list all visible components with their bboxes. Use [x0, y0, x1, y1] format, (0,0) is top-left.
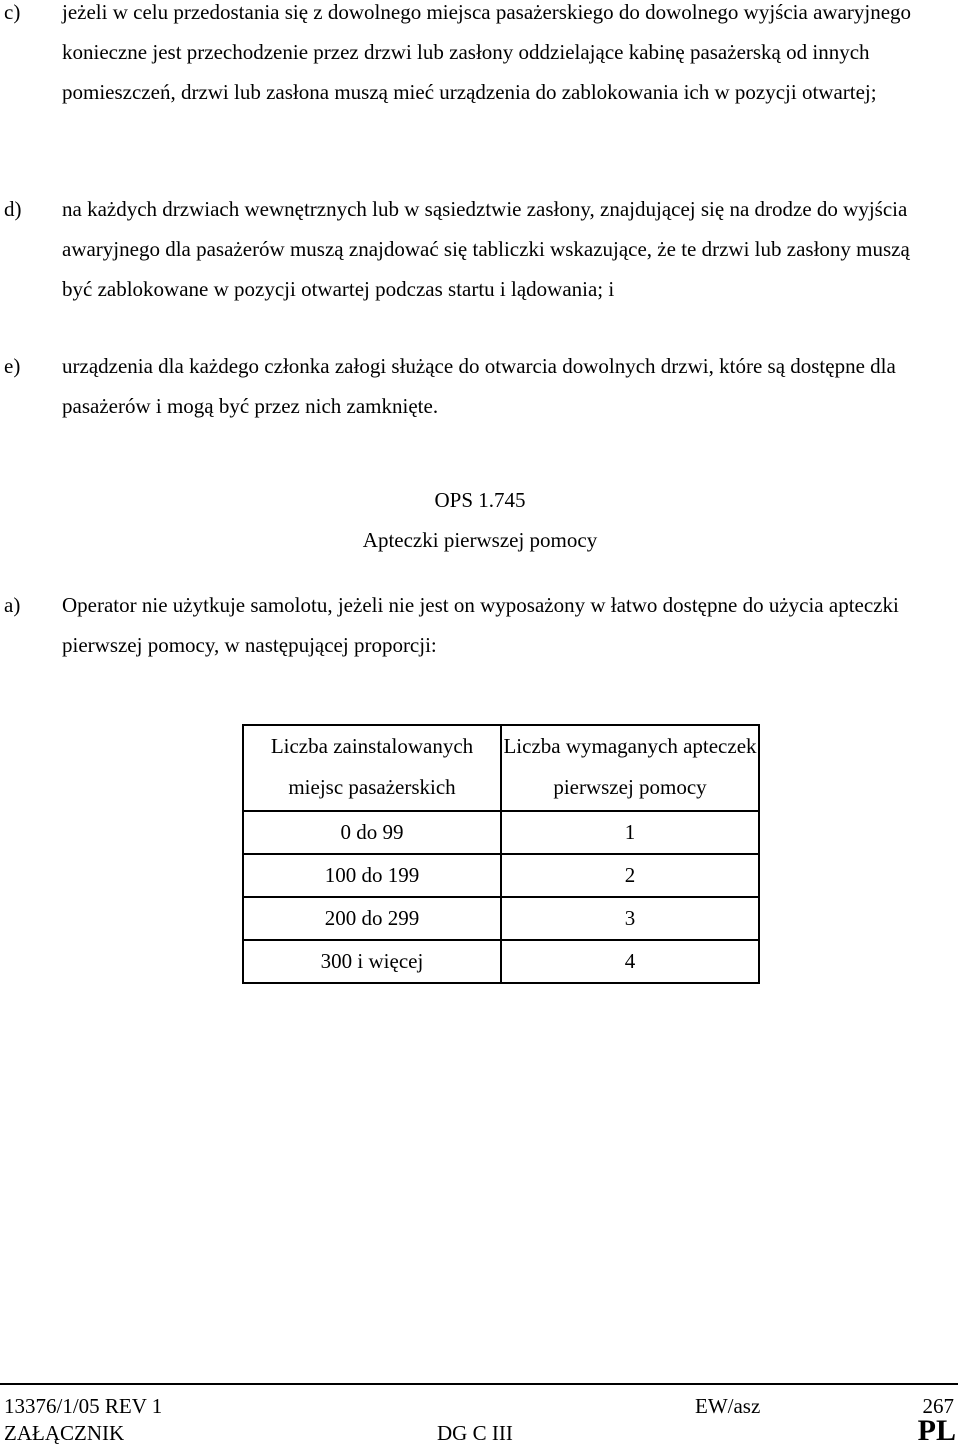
table-row: [243, 854, 759, 897]
list-marker: c): [4, 0, 21, 24]
table-cell: 0 do 99: [243, 811, 501, 854]
list-text: jeżeli w celu przedostania się z dowolnego miejsca pasażerskiego do dowolnego wyjścia awaryjnego konieczne jest przechodzenie przez drzwi lub zasłony oddzielające kabinę pasażerską od innych pomieszczeń, drzwi lub zasłona muszą mieć urządzenia do zablokowania ich w pozycji otwartej;: [62, 0, 912, 104]
section-title: Apteczki pierwszej pomocy: [362, 528, 598, 552]
first-aid-kits-table: [242, 724, 760, 984]
table-row: [243, 811, 759, 854]
table-cell: 2: [501, 854, 759, 897]
table-header-cell: Liczba wymaganych apteczek pierwszej pomocy: [501, 725, 759, 811]
table-header-cell: Liczba zainstalowanych miejsc pasażerskich: [243, 725, 501, 811]
table-cell: 300 i więcej: [243, 940, 501, 983]
list-item-c: [0, 0, 940, 112]
list-item-e: [0, 346, 940, 426]
footer-annex: ZAŁĄCZNIK: [4, 1421, 125, 1445]
table-cell: 4: [501, 940, 759, 983]
table-row: [243, 897, 759, 940]
list-text: Operator nie użytkuje samolotu, jeżeli nie jest on wyposażony w łatwo dostępne do użycia apteczki pierwszej pomocy, w następującej proporcji:: [62, 593, 899, 657]
table-header-row: [243, 725, 759, 811]
table-cell: 100 do 199: [243, 854, 501, 897]
list-marker: e): [4, 354, 21, 378]
table-cell: 200 do 299: [243, 897, 501, 940]
list-text: urządzenia dla każdego członka załogi służące do otwarcia dowolnych drzwi, które są dostępne dla pasażerów i mogą być przez nich zamknięte.: [62, 354, 896, 418]
footer-doc-ref: 13376/1/05 REV 1: [4, 1394, 163, 1418]
list-marker: a): [4, 593, 21, 617]
footer-author: EW/asz: [695, 1394, 761, 1418]
footer-language-code: PL: [917, 1414, 956, 1447]
table-cell: 3: [501, 897, 759, 940]
list-text: na każdych drzwiach wewnętrznych lub w sąsiedztwie zasłony, znajdującej się na drodze do wyjścia awaryjnego dla pasażerów muszą znajdować się tabliczki wskazujące, że te drzwi lub zasłony muszą być zablokowane w pozycji otwartej podczas startu i lądowania; i: [62, 197, 910, 301]
table-cell: 1: [501, 811, 759, 854]
list-marker: d): [4, 197, 22, 221]
footer-dg: DG C III: [437, 1421, 513, 1445]
section-code: OPS 1.745: [434, 488, 526, 512]
footer-page-number: 267: [922, 1394, 954, 1418]
list-item-d: [0, 189, 940, 309]
footer-divider: [0, 1383, 958, 1385]
table-row: [243, 940, 759, 983]
list-item-a: [0, 585, 940, 665]
